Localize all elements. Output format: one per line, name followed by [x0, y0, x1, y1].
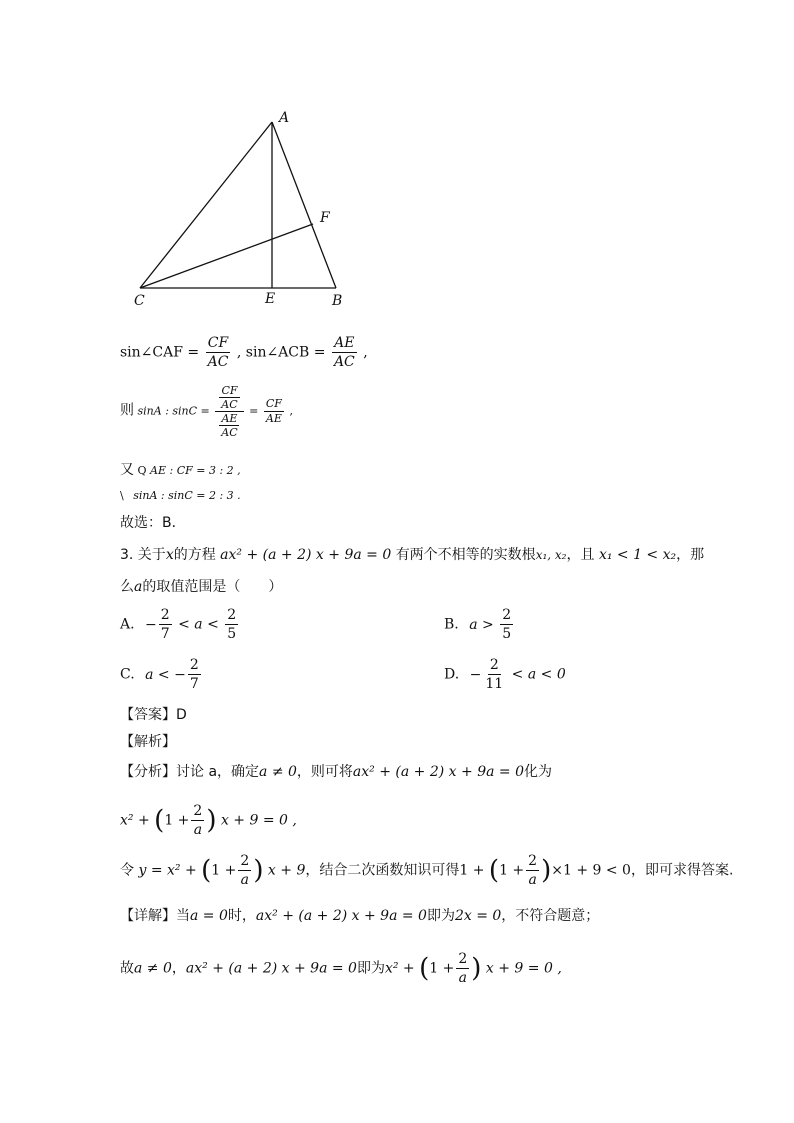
denominator: 7 [189, 676, 199, 692]
inequality: ×1 + 9 < 0 [551, 862, 631, 879]
question-3-line-1 [120, 545, 704, 565]
denominator: AC [333, 354, 355, 370]
because-line [120, 460, 241, 481]
x-squared-plus: x² + [120, 812, 150, 829]
right-paren: ) [541, 855, 552, 886]
sin-definitions-line [120, 334, 368, 371]
you-text: 又 [120, 462, 134, 478]
left-paren: ( [154, 805, 165, 836]
sin-caf-lhs: sin∠CAF = [120, 344, 200, 361]
option-b-lhs: a > [469, 616, 494, 633]
one-plus: 1 + [164, 812, 190, 829]
numerator: 2 [528, 853, 538, 869]
analysis-line-1 [120, 762, 552, 782]
frac-cf-ac [206, 334, 231, 371]
right-paren: ) [206, 805, 217, 836]
numerator: 2 [458, 951, 468, 967]
frac-2-5 [500, 606, 513, 643]
question-3-line-2 [120, 577, 282, 597]
option-label: A. [120, 616, 135, 633]
q3-a: a [134, 579, 143, 595]
numerator: 2 [193, 803, 203, 819]
option-c-lhs: a < − [145, 666, 186, 683]
one-plus-outer: 1 + [459, 862, 485, 879]
because-symbol: Q [137, 464, 147, 477]
numerator: CF [207, 335, 229, 351]
ae-cf-ratio: AE : CF = 3 : 2 , [150, 464, 241, 477]
denominator: 7 [160, 626, 170, 642]
detail-t2: 时， [227, 908, 256, 924]
answer-value: D [176, 707, 187, 723]
a-neq-0: a ≠ 0 [134, 960, 172, 977]
ling-text: 令 [120, 862, 134, 879]
compound-fraction [215, 384, 243, 439]
label-a: A [279, 110, 290, 126]
q3-de-eq: 的方程 [173, 547, 216, 563]
ratio-lhs: sinA : sinC = [137, 404, 210, 418]
frac-ae-ac [219, 412, 239, 439]
conclude-text: ，即可求得答案. [630, 862, 734, 879]
answer-label: 【答案】 [120, 707, 176, 723]
numerator: AE [221, 412, 238, 425]
left-paren: ( [488, 855, 500, 886]
analysis-label: 【分析】 [120, 764, 176, 780]
label-e: E [265, 291, 276, 307]
option-c[interactable] [120, 656, 203, 693]
label-c: C [134, 293, 145, 309]
q3-prefix: 3. 关于 [120, 547, 166, 563]
q3-equation: ax² + (a + 2) x + 9a = 0 [220, 547, 392, 563]
comma: ， [171, 960, 186, 977]
minus: − [145, 616, 157, 633]
left-paren: ( [201, 855, 212, 886]
detail-label: 【详解】 [120, 908, 176, 924]
gu-text: 故 [120, 960, 134, 977]
q3-range-text: 的取值范围是（ ） [142, 579, 283, 595]
x-plus-9: x + 9 [267, 862, 306, 879]
numerator: 2 [160, 607, 170, 623]
q3-qie: ，且 [566, 547, 595, 563]
label-f: F [320, 210, 330, 226]
analysis-t1: 讨论 a，确定 [176, 764, 260, 780]
option-d-rhs: < a < 0 [511, 666, 566, 683]
option-label: C. [120, 666, 135, 683]
denominator: AE [265, 412, 282, 425]
detail-line-2 [120, 950, 562, 987]
frac-cf-ae [264, 397, 284, 426]
y-def: y = x² + [138, 862, 197, 879]
denominator: AC [207, 354, 229, 370]
numerator: AE [334, 335, 355, 351]
detail-line-1 [120, 906, 599, 926]
option-label: B. [444, 616, 459, 633]
q3-roots: x₁, x₂ [535, 548, 567, 562]
one-plus: 1 + [429, 960, 455, 977]
frac-2-7 [188, 656, 201, 693]
numerator: 2 [240, 853, 250, 869]
detail-t4: ，不符合题意； [501, 908, 600, 924]
sin-ratio-result: sinA : sinC = 2 : 3 . [133, 489, 241, 502]
analysis-line-3 [120, 852, 733, 889]
analysis-t2: ，则可将 [296, 764, 353, 780]
q3-me: 么 [120, 579, 134, 595]
frac-2-11 [483, 656, 505, 693]
left-paren: ( [419, 953, 430, 984]
side-ab [272, 122, 336, 288]
choose-b-line: 故选：B． [120, 515, 186, 531]
option-d[interactable] [444, 656, 566, 693]
ze-text: 则 [120, 402, 134, 419]
detail-t1: 当 [176, 908, 190, 924]
comma: , [363, 344, 368, 361]
numerator: 2 [227, 607, 237, 623]
a-equals-0: a = 0 [190, 908, 228, 924]
denominator: 5 [502, 626, 512, 642]
option-a[interactable] [120, 606, 240, 643]
q3-has-roots: 有两个不相等的实数根 [395, 547, 536, 563]
denominator: a [240, 872, 250, 888]
equals: = [249, 404, 259, 418]
numerator: CF [265, 397, 282, 410]
frac-2-a [456, 950, 469, 987]
denominator: 11 [485, 676, 504, 692]
ratio-line [120, 384, 293, 439]
comma: , [289, 404, 293, 418]
compound-denominator [215, 412, 243, 439]
label-b: B [332, 293, 343, 309]
option-label: D. [444, 666, 460, 683]
frac-2-7 [159, 606, 172, 643]
compound-numerator [215, 384, 243, 412]
denominator: AC [221, 398, 238, 411]
numerator: 2 [502, 607, 512, 623]
analysis-equation: ax² + (a + 2) x + 9a = 0 [352, 764, 524, 780]
therefore-line [120, 486, 241, 506]
ji-wei-text: 即为 [356, 960, 385, 977]
denominator: a [458, 970, 467, 986]
denominator: a [528, 872, 537, 888]
q3-na: ，那 [676, 547, 705, 563]
denominator: a [193, 822, 203, 838]
frac-2-a [238, 852, 251, 889]
right-paren: ) [471, 953, 482, 984]
q3-condition: x₁ < 1 < x₂ [598, 547, 677, 563]
jiexi-label: 【解析】 [120, 734, 176, 750]
option-b[interactable] [444, 606, 515, 643]
q3-x: x [165, 547, 174, 563]
frac-2-a [191, 802, 204, 839]
frac-ae-ac [332, 334, 357, 371]
sin-acb-lhs: sin∠ACB = [245, 344, 326, 361]
two-x-zero: 2x = 0 [454, 908, 502, 924]
numerator: 2 [489, 657, 499, 673]
denominator: 5 [227, 626, 237, 642]
numerator: CF [221, 384, 238, 397]
x-plus-9: x + 9 = 0 , [220, 812, 297, 829]
frac-cf-ac [219, 384, 239, 411]
numerator: 2 [189, 657, 199, 673]
denominator: AC [221, 426, 238, 439]
combine-text: ，结合二次函数知识可得 [305, 862, 460, 879]
detail-t3: 即为 [426, 908, 455, 924]
comma: , [236, 344, 242, 361]
x-plus-9: x + 9 = 0 , [485, 960, 562, 977]
answer-line [120, 704, 187, 724]
a-neq-0: a ≠ 0 [259, 764, 297, 780]
frac-2-5 [225, 606, 238, 643]
minus: − [469, 666, 482, 683]
frac-2-a [526, 852, 539, 889]
therefore-symbol: \ [120, 489, 124, 502]
detail-equation-2: ax² + (a + 2) x + 9a = 0 [185, 960, 357, 977]
x-squared-plus: x² + [384, 960, 415, 977]
one-plus: 1 + [499, 862, 525, 879]
detail-equation: ax² + (a + 2) x + 9a = 0 [255, 908, 427, 924]
analysis-line-2 [120, 802, 297, 839]
analysis-t3: 化为 [523, 764, 552, 780]
right-paren: ) [253, 855, 264, 886]
one-plus: 1 + [211, 862, 237, 879]
option-a-mid: < a < [178, 616, 219, 633]
